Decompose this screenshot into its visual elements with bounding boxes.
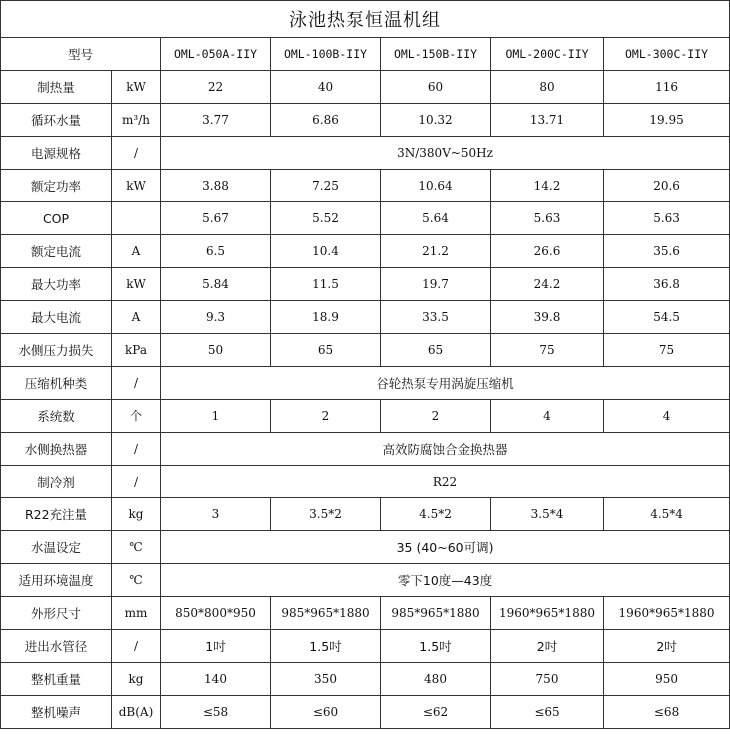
param-unit: ℃ [112,531,161,564]
param-name: 压缩机种类 [1,366,112,399]
param-name: 进出水管径 [1,630,112,663]
param-unit: / [112,432,161,465]
merged-value: 35 (40~60可调) [161,531,730,564]
model-name: OML-200C-IIY [491,38,604,71]
value-cell: 5.67 [161,202,271,235]
model-name: OML-300C-IIY [604,38,730,71]
param-name: 制热量 [1,70,112,103]
value-cell: 2 [381,399,491,432]
value-cell: 33.5 [381,301,491,334]
param-unit: m³/h [112,103,161,136]
value-cell: 5.84 [161,268,271,301]
param-unit: kW [112,268,161,301]
value-cell: 4.5*2 [381,498,491,531]
value-cell: 6.86 [271,103,381,136]
value-cell: 21.2 [381,235,491,268]
param-name: 电源规格 [1,136,112,169]
spec-row [1,662,730,695]
value-cell: 35.6 [604,235,730,268]
value-cell: 3.88 [161,169,271,202]
value-cell: 985*965*1880 [381,597,491,630]
value-cell: 14.2 [491,169,604,202]
value-cell: 950 [604,662,730,695]
value-cell: 54.5 [604,301,730,334]
value-cell: 10.64 [381,169,491,202]
spec-row [1,136,730,169]
value-cell: 50 [161,334,271,367]
spec-row [1,531,730,564]
value-cell: 20.6 [604,169,730,202]
value-cell: 65 [381,334,491,367]
value-cell: ≤62 [381,695,491,728]
param-unit: kg [112,498,161,531]
spec-row [1,301,730,334]
value-cell: 480 [381,662,491,695]
value-cell: 9.3 [161,301,271,334]
param-unit: kPa [112,334,161,367]
value-cell: 7.25 [271,169,381,202]
param-unit: / [112,465,161,498]
spec-row [1,70,730,103]
param-name: R22充注量 [1,498,112,531]
value-cell: 13.71 [491,103,604,136]
param-name: 额定功率 [1,169,112,202]
param-name: 最大电流 [1,301,112,334]
value-cell: 22 [161,70,271,103]
value-cell: 985*965*1880 [271,597,381,630]
value-cell: 4 [604,399,730,432]
value-cell: 140 [161,662,271,695]
spec-row [1,268,730,301]
model-name: OML-050A-IIY [161,38,271,71]
value-cell: 2 [271,399,381,432]
spec-row [1,103,730,136]
value-cell: 350 [271,662,381,695]
spec-row [1,334,730,367]
spec-row [1,498,730,531]
param-unit: A [112,301,161,334]
param-unit: dB(A) [112,695,161,728]
value-cell: 60 [381,70,491,103]
param-name: 系统数 [1,399,112,432]
param-name: 整机噪声 [1,695,112,728]
value-cell: 18.9 [271,301,381,334]
spec-row [1,202,730,235]
value-cell: 75 [604,334,730,367]
spec-row [1,432,730,465]
model-header-row [1,38,730,71]
value-cell: 39.8 [491,301,604,334]
value-cell: 10.32 [381,103,491,136]
value-cell: 850*800*950 [161,597,271,630]
param-unit [112,202,161,235]
merged-value: 3N/380V~50Hz [161,136,730,169]
value-cell: 2吋 [491,630,604,663]
spec-row [1,630,730,663]
value-cell: 1吋 [161,630,271,663]
value-cell: ≤60 [271,695,381,728]
param-name: 外形尺寸 [1,597,112,630]
value-cell: 1.5吋 [381,630,491,663]
title-row [1,1,730,38]
param-name: 循环水量 [1,103,112,136]
value-cell: 75 [491,334,604,367]
merged-value: 谷轮热泵专用涡旋压缩机 [161,366,730,399]
value-cell: 24.2 [491,268,604,301]
spec-row [1,235,730,268]
value-cell: 3 [161,498,271,531]
value-cell: 1960*965*1880 [491,597,604,630]
value-cell: 11.5 [271,268,381,301]
spec-row [1,465,730,498]
value-cell: 116 [604,70,730,103]
param-name: 水侧压力损失 [1,334,112,367]
model-name: OML-150B-IIY [381,38,491,71]
param-unit: kg [112,662,161,695]
value-cell: 3.5*4 [491,498,604,531]
value-cell: 6.5 [161,235,271,268]
value-cell: 4 [491,399,604,432]
param-name: 适用环境温度 [1,564,112,597]
value-cell: 5.52 [271,202,381,235]
value-cell: 2吋 [604,630,730,663]
value-cell: 1960*965*1880 [604,597,730,630]
value-cell: 750 [491,662,604,695]
value-cell: 5.64 [381,202,491,235]
spec-row [1,366,730,399]
param-unit: kW [112,70,161,103]
param-unit: ℃ [112,564,161,597]
value-cell: ≤68 [604,695,730,728]
value-cell: 1 [161,399,271,432]
value-cell: 80 [491,70,604,103]
param-unit: / [112,136,161,169]
value-cell: 5.63 [491,202,604,235]
param-unit: / [112,630,161,663]
merged-value: 高效防腐蚀合金换热器 [161,432,730,465]
spec-row [1,399,730,432]
param-unit: 个 [112,399,161,432]
param-name: 水侧换热器 [1,432,112,465]
value-cell: ≤58 [161,695,271,728]
param-name: 水温设定 [1,531,112,564]
param-unit: A [112,235,161,268]
value-cell: 19.7 [381,268,491,301]
value-cell: 3.5*2 [271,498,381,531]
spec-row [1,695,730,728]
merged-value: 零下10度—43度 [161,564,730,597]
merged-value: R22 [161,465,730,498]
param-unit: mm [112,597,161,630]
param-name: 整机重量 [1,662,112,695]
param-name: 最大功率 [1,268,112,301]
spec-row [1,597,730,630]
param-unit: / [112,366,161,399]
value-cell: 36.8 [604,268,730,301]
value-cell: 40 [271,70,381,103]
value-cell: ≤65 [491,695,604,728]
model-name: OML-100B-IIY [271,38,381,71]
param-name: 制冷剂 [1,465,112,498]
value-cell: 26.6 [491,235,604,268]
value-cell: 10.4 [271,235,381,268]
param-unit: kW [112,169,161,202]
param-name: 额定电流 [1,235,112,268]
param-name: COP [1,202,112,235]
value-cell: 65 [271,334,381,367]
model-label: 型号 [1,38,161,71]
value-cell: 1.5吋 [271,630,381,663]
value-cell: 5.63 [604,202,730,235]
value-cell: 3.77 [161,103,271,136]
spec-row [1,564,730,597]
value-cell: 19.95 [604,103,730,136]
spec-row [1,169,730,202]
table-title: 泳池热泵恒温机组 [1,1,730,38]
value-cell: 4.5*4 [604,498,730,531]
